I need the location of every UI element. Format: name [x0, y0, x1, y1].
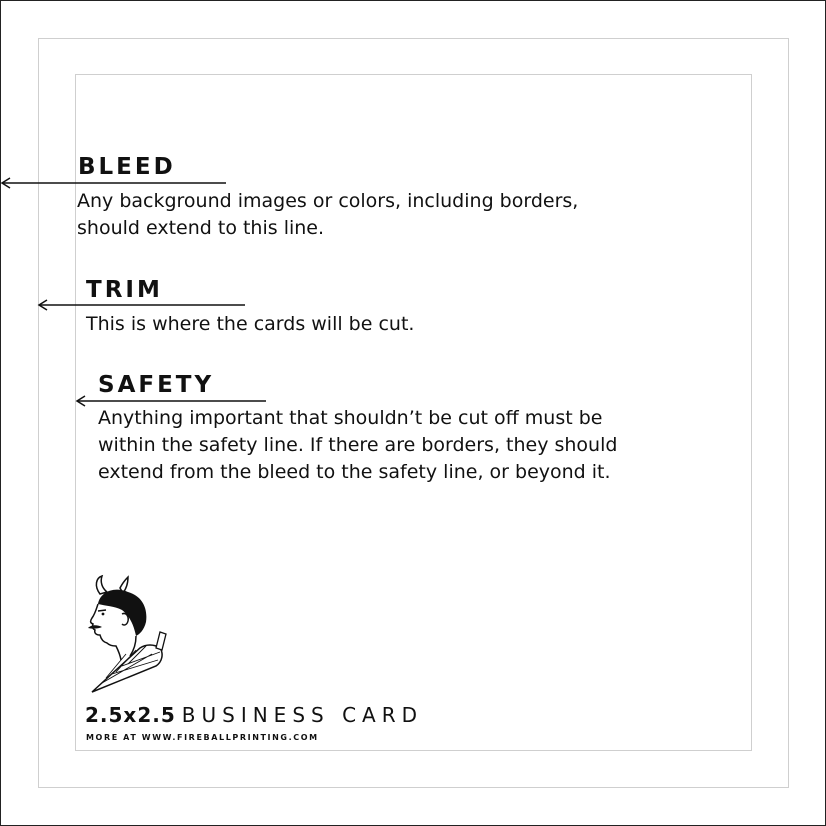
product-size: 2.5x2.5: [85, 703, 176, 727]
trim-description-line: This is where the cards will be cut.: [86, 313, 415, 335]
safety-description: [98, 405, 617, 486]
bleed-description-line: Any background images or colors, including borders,: [77, 190, 579, 212]
safety-description-line: extend from the bleed to the safety line, or beyond it.: [98, 461, 611, 483]
safety-description-line: Anything important that shouldn’t be cut off must be: [98, 407, 603, 429]
website-link-text: MORE AT WWW.FIREBALLPRINTING.COM: [86, 733, 319, 742]
bleed-heading: BLEED: [78, 154, 176, 180]
product-title: [85, 705, 423, 725]
product-name: BUSINESS CARD: [181, 703, 424, 727]
bleed-description-line: should extend to this line.: [77, 217, 325, 239]
trim-heading: TRIM: [86, 277, 163, 303]
safety-description-line: within the safety line. If there are borders, they should: [98, 434, 618, 456]
bleed-description: [77, 188, 578, 242]
devil-logo-icon: [76, 574, 176, 696]
trim-description: [86, 311, 414, 338]
safety-heading: SAFETY: [98, 372, 215, 398]
